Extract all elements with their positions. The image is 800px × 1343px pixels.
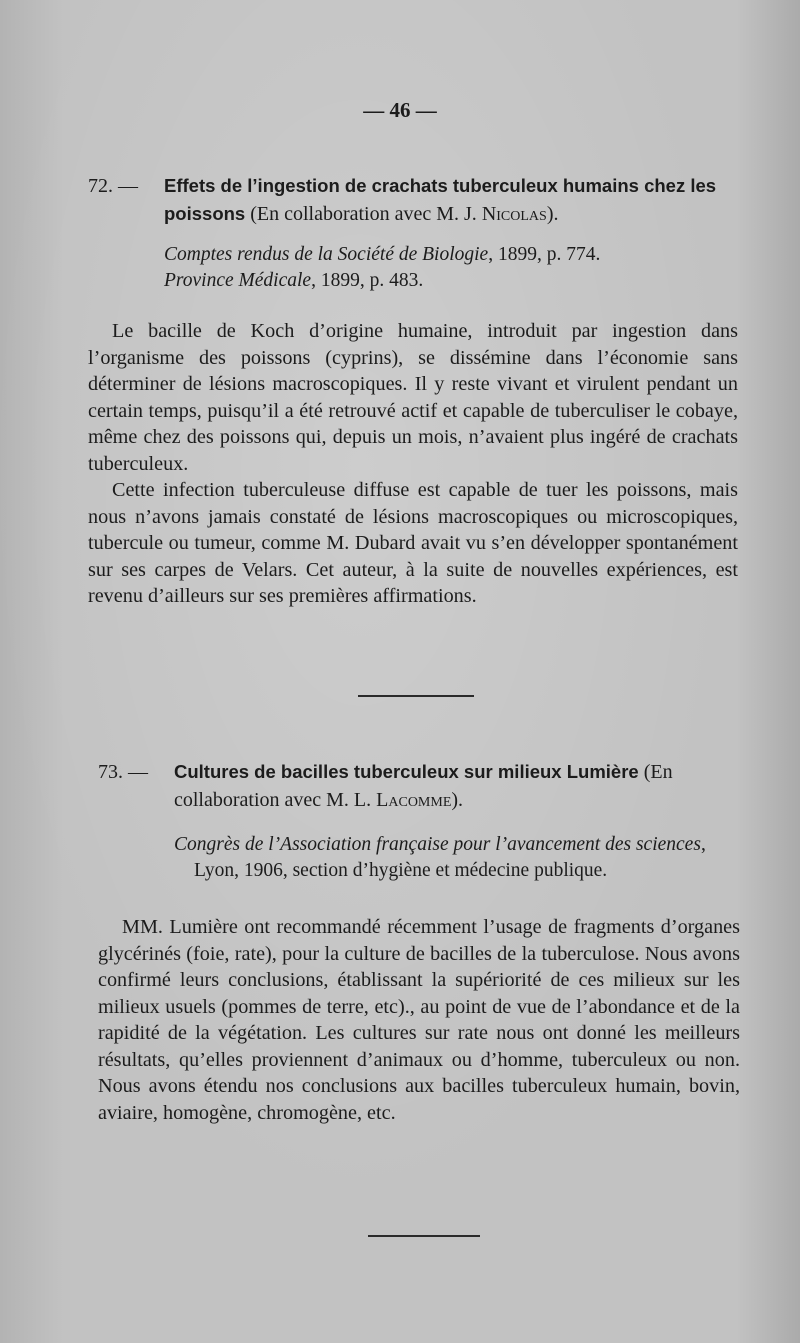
entry-72-ref2-journal: Province Médicale: [164, 270, 312, 291]
entry-73-collab-prefix: (En collaboration avec M. L.: [174, 761, 673, 811]
entry-73-collab-suffix: ).: [451, 789, 464, 811]
entry-72-dash: —: [118, 175, 138, 197]
page-number: — 46 —: [363, 98, 437, 122]
entry-72-collab-suffix: ).: [546, 203, 559, 225]
entry-73-heading: [98, 758, 740, 814]
entry-72-collab-name: Nicolas: [481, 203, 547, 225]
entry-72-collab-prefix: (En collaboration avec M. J.: [250, 203, 482, 225]
entry-72-reference-2: [164, 268, 738, 294]
entry-72-paragraph-1: Le bacille de Koch d’origine humaine, introduit par ingestion dans l’organisme des poissons (cyprins), se dissémine dans l’économie sans déterminer de lésions macroscopiques. Il y reste vivant et virulent pendant un certain temps, puisqu’il a été retrouvé actif et capable de tuberculiser le cobaye, même chez des poissons qui, depuis un mois, n’avaient plus ingéré de crachats tuberculeux.: [88, 320, 738, 475]
entry-72-ref2-details: , 1899, p. 483.: [311, 270, 424, 291]
entry-73-number: [98, 758, 174, 786]
separator-rule-1: [358, 695, 474, 697]
entry-73-ref1-details: , Lyon, 1906, section d’hygiène et médecine publique.: [194, 834, 706, 881]
entry-73-references: [174, 832, 740, 884]
entry-72-number: [88, 172, 164, 200]
entry-72-ref1-details: , 1899, p. 774.: [488, 244, 601, 265]
entry-72-title: Effets de l’ingestion de crachats tuberculeux humains chez les poissons: [164, 175, 717, 224]
entry-73-collab-name: Lacomme: [376, 789, 452, 811]
entry-73-dash: —: [128, 761, 148, 783]
entry-72: [88, 172, 738, 610]
entry-73-ref1-journal: Congrès de l’Association française pour l’avancement des sciences: [174, 834, 701, 855]
entry-73-title: Cultures de bacilles tuberculeux sur milieux Lumière: [174, 761, 639, 782]
entry-72-heading: [88, 172, 738, 228]
entry-72-references: [164, 242, 738, 294]
entry-73: [98, 758, 740, 1126]
entry-72-number-text: 72.: [88, 175, 113, 197]
entry-73-paragraph-1: MM. Lumière ont recommandé récemment l’usage de fragments d’organes glycérinés (foie, rate), pour la culture de bacilles de la tuberculose. Nous avons confirmé leurs conclusions, établissant la supériorité de ces milieux sur les milieux usuels (pommes de terre, etc)., au point de vue de l’abondance et de la rapidité de la végétation. Les cultures sur rate nous ont donné les meilleurs résultats, qu’elles proviennent d’animaux ou d’homme, tuberculeux ou non. Nous avons étendu nos conclusions aux bacilles tuberculeux humain, bovin, aviaire, homogène, chromogène, etc.: [98, 916, 740, 1124]
entry-72-paragraph-2: Cette infection tuberculeuse diffuse est capable de tuer les poissons, mais nous n’avons jamais constaté de lésions macroscopiques ou microscopiques, tubercule ou tumeur, comme M. Dubard avait vu s’en développer spontanément sur ses carpes de Velars. Cet auteur, à la suite de nouvelles expériences, est revenu d’ailleurs sur ses premières affirmations.: [88, 479, 738, 607]
separator-rule-2: [368, 1235, 480, 1237]
entry-72-reference-1: [164, 242, 738, 268]
entry-73-number-text: 73.: [98, 761, 123, 783]
entry-72-ref1-journal: Comptes rendus de la Société de Biologie: [164, 244, 489, 265]
